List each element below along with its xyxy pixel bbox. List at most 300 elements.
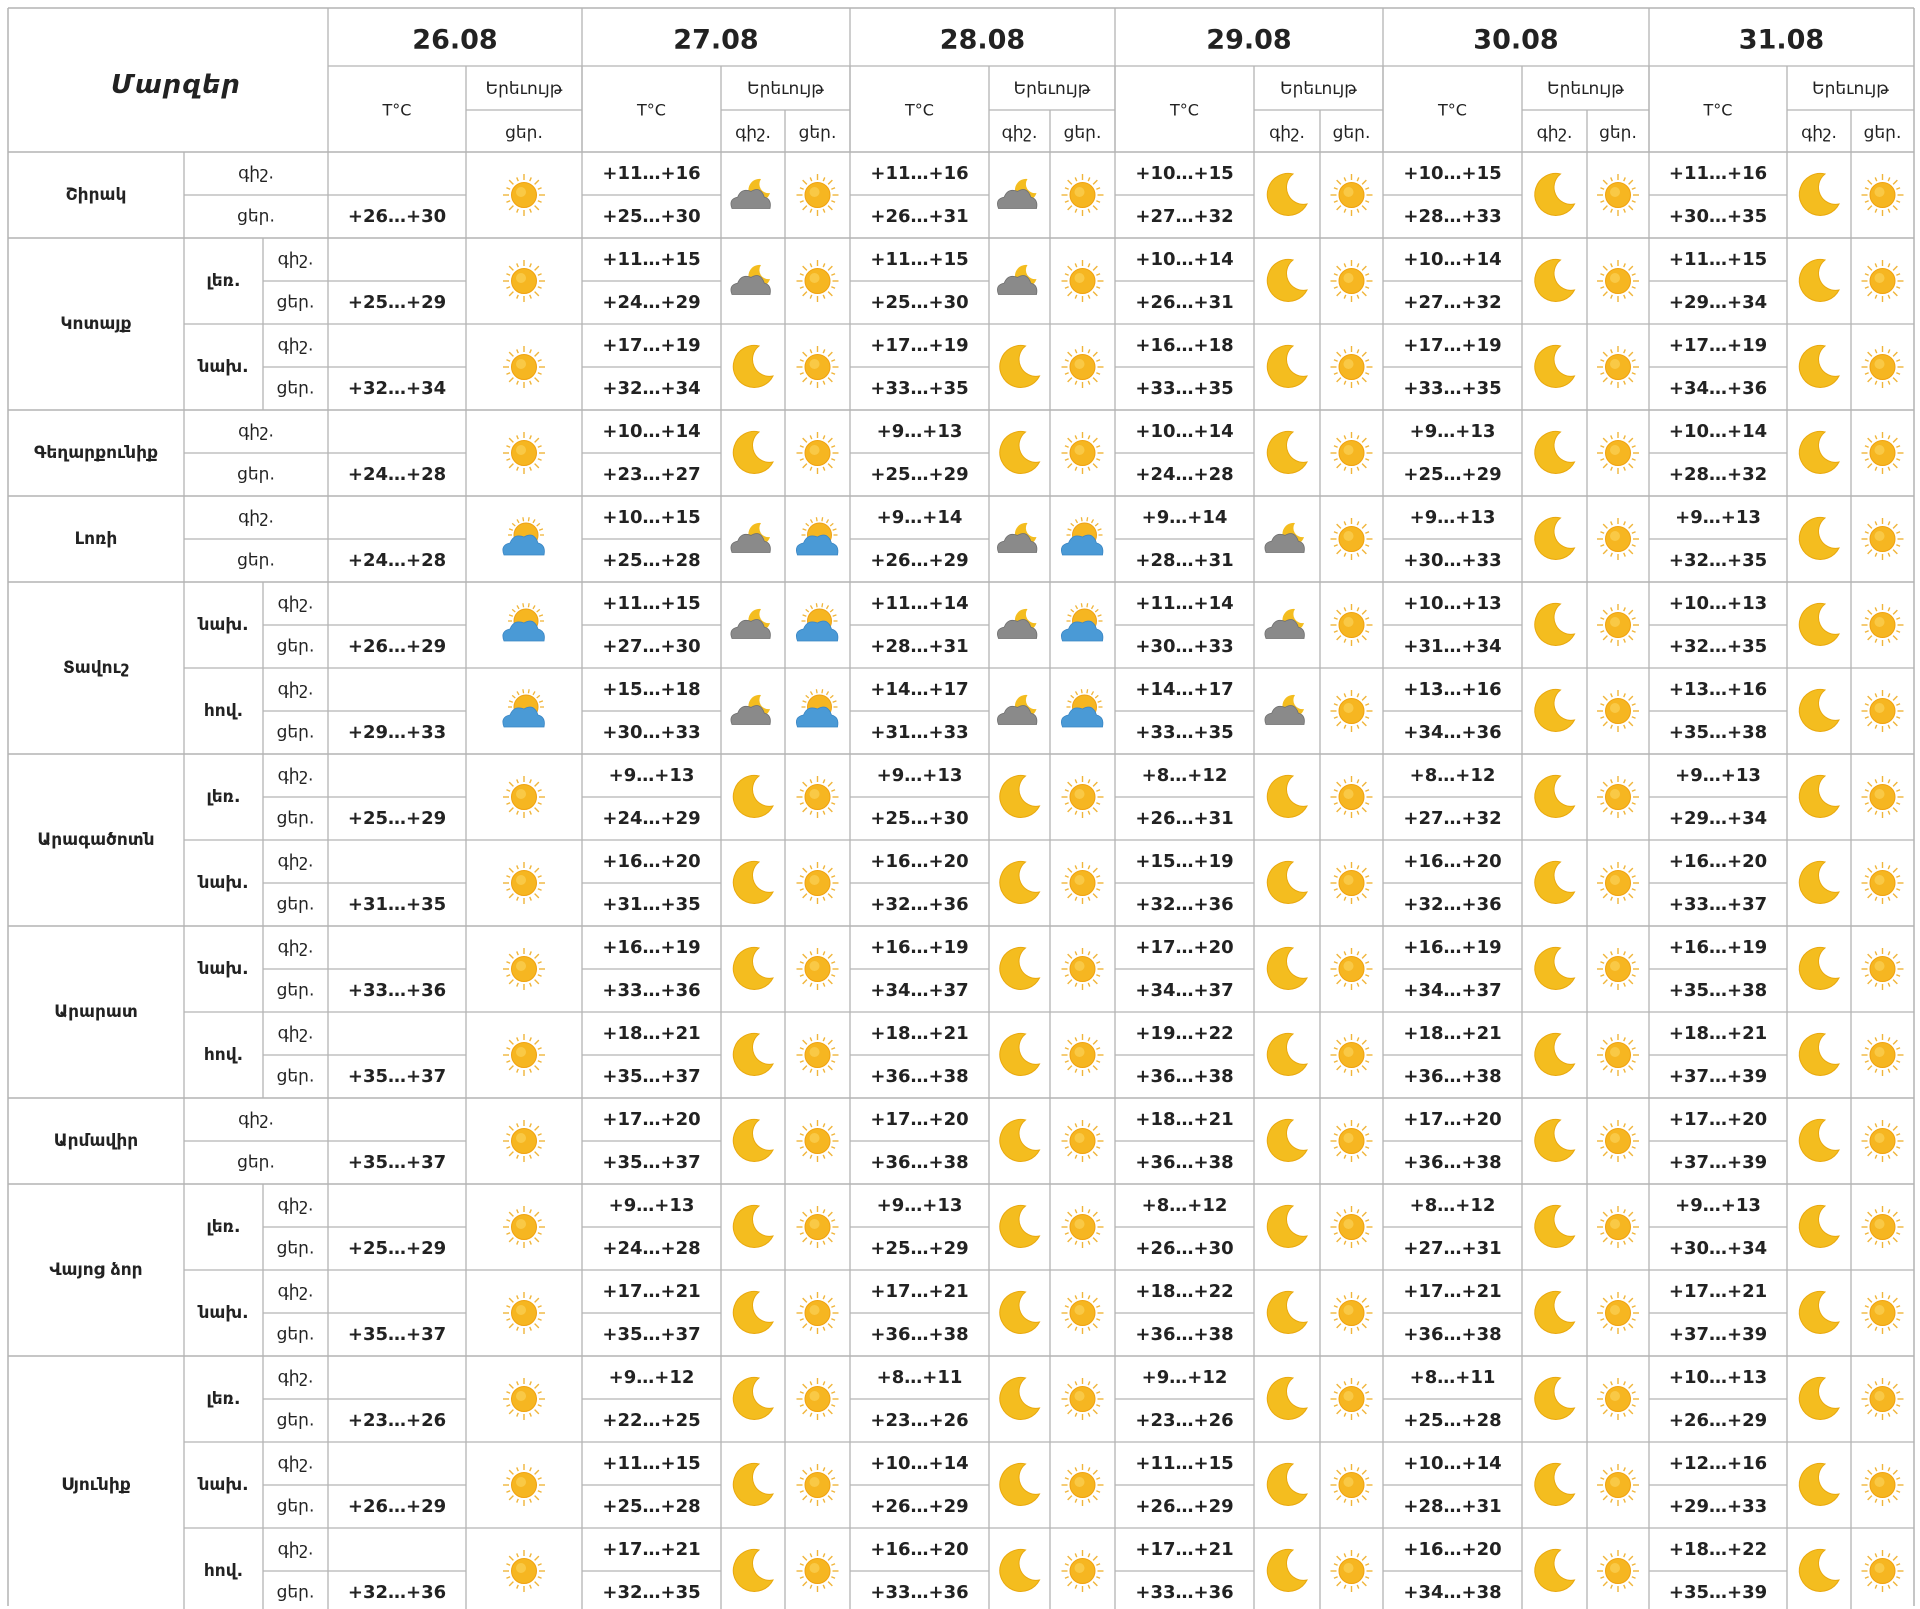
temp-day-value: +23…+27 — [602, 464, 701, 485]
sun-icon — [1597, 1550, 1639, 1592]
sun-icon — [797, 1206, 839, 1248]
temp-day-value: +26…+29 — [870, 550, 969, 571]
sun-icon — [1862, 1034, 1904, 1076]
temp-night-value: +17…+21 — [602, 1281, 701, 1302]
night-subheader: գիշ. — [1269, 123, 1305, 143]
day-subheader: ցեր. — [1599, 123, 1637, 143]
date-header: 29.08 — [1206, 24, 1292, 56]
moon-icon — [1535, 345, 1575, 387]
temp-night-value: +10…+13 — [1668, 593, 1768, 614]
temp-night-value: +17…+20 — [1668, 1109, 1768, 1130]
partly-cloudy-sun-icon — [796, 689, 838, 727]
sun-icon — [1331, 1464, 1373, 1506]
day-subheader: ցեր. — [1863, 123, 1902, 143]
phenomena-header: Երեւույթ — [485, 79, 563, 99]
sun-icon — [503, 174, 545, 216]
temp-day-value: +36…+38 — [870, 1324, 969, 1345]
sun-icon — [503, 862, 545, 904]
moon-icon — [1535, 775, 1575, 817]
sun-icon — [1597, 432, 1639, 474]
temp-day-value: +36…+38 — [1135, 1324, 1234, 1345]
sun-icon — [1062, 1120, 1104, 1162]
temp-night-value: +14…+17 — [870, 679, 969, 700]
moon-icon — [1799, 173, 1839, 215]
temp-day-value: +26…+29 — [347, 636, 447, 657]
moon-icon — [733, 1119, 773, 1161]
moon-icon — [1799, 431, 1839, 473]
subregion-label: լեռ. — [206, 1217, 241, 1237]
temp-day-value: +33…+36 — [870, 1582, 969, 1603]
temp-night-value: +17…+20 — [870, 1109, 969, 1130]
temp-day-value: +25…+29 — [347, 1238, 447, 1259]
moon-icon — [1799, 1205, 1839, 1247]
cloud-moon-icon — [1265, 695, 1304, 725]
temp-night-value: +8…+11 — [1409, 1367, 1496, 1388]
moon-icon — [1535, 1463, 1575, 1505]
temp-day-value: +26…+29 — [347, 1496, 447, 1517]
moon-icon — [1267, 1291, 1307, 1333]
sun-icon — [1331, 346, 1373, 388]
night-row-label: գիշ. — [277, 937, 314, 958]
temp-night-value: +17…+19 — [1668, 335, 1768, 356]
temp-day-value: +26…+30 — [347, 206, 447, 227]
moon-icon — [1267, 1205, 1307, 1247]
moon-icon — [1267, 947, 1307, 989]
moon-icon — [1267, 1377, 1307, 1419]
moon-icon — [1000, 1033, 1040, 1075]
temp-day-value: +28…+31 — [870, 636, 969, 657]
sun-icon — [1862, 1292, 1904, 1334]
subregion-label: նախ. — [198, 615, 249, 635]
temp-night-value: +18…+21 — [870, 1023, 969, 1044]
night-row-label: գիշ. — [277, 1367, 314, 1388]
moon-icon — [1799, 1549, 1839, 1591]
night-row-label: գիշ. — [277, 335, 314, 356]
temp-day-value: +35…+39 — [1668, 1582, 1768, 1603]
subregion-label: նախ. — [198, 959, 249, 979]
temp-night-value: +9…+12 — [1141, 1367, 1228, 1388]
subregion-label: հով. — [203, 701, 244, 721]
temp-day-value: +33…+35 — [1135, 722, 1234, 743]
temp-day-value: +32…+35 — [1668, 636, 1768, 657]
temp-day-value: +24…+28 — [1135, 464, 1234, 485]
moon-icon — [1000, 1119, 1040, 1161]
moon-icon — [1799, 775, 1839, 817]
temp-day-value: +32…+36 — [1403, 894, 1502, 915]
temp-day-value: +32…+36 — [870, 894, 969, 915]
temp-day-value: +28…+31 — [1135, 550, 1234, 571]
night-row-label: գիշ. — [238, 421, 274, 442]
temp-header: T°C — [637, 100, 666, 120]
day-row-label: ցեր. — [276, 636, 315, 657]
temp-night-value: +18…+22 — [1135, 1281, 1234, 1302]
moon-icon — [1799, 861, 1839, 903]
temp-night-value: +13…+16 — [1403, 679, 1502, 700]
temp-day-value: +36…+38 — [1403, 1152, 1502, 1173]
sun-icon — [1597, 174, 1639, 216]
moon-icon — [733, 1549, 773, 1591]
day-subheader: ցեր. — [505, 123, 543, 143]
sun-icon — [797, 776, 839, 818]
temp-day-value: +26…+31 — [870, 206, 969, 227]
sun-icon — [1062, 174, 1104, 216]
day-row-label: ցեր. — [276, 808, 315, 829]
sun-icon — [1062, 1464, 1104, 1506]
day-row-label: ցեր. — [237, 206, 275, 227]
temp-day-value: +34…+36 — [1403, 722, 1502, 743]
sun-icon — [503, 948, 545, 990]
sun-icon — [503, 776, 545, 818]
temp-day-value: +36…+38 — [1403, 1324, 1502, 1345]
sun-icon — [1597, 948, 1639, 990]
temp-night-value: +9…+14 — [1141, 507, 1228, 528]
night-row-label: գիշ. — [277, 679, 314, 700]
moon-icon — [1535, 259, 1575, 301]
moon-icon — [733, 861, 773, 903]
date-header: 27.08 — [673, 24, 759, 56]
temp-night-value: +16…+20 — [870, 1539, 969, 1560]
day-row-label: ցեր. — [276, 1324, 315, 1345]
table-cells — [34, 25, 1904, 1604]
sun-icon — [503, 1464, 545, 1506]
night-subheader: գիշ. — [735, 123, 771, 143]
temp-day-value: +30…+33 — [602, 722, 701, 743]
moon-icon — [1000, 1463, 1040, 1505]
temp-day-value: +35…+37 — [347, 1066, 447, 1087]
cloud-moon-icon — [1265, 523, 1304, 553]
moon-icon — [1000, 431, 1040, 473]
temp-day-value: +25…+28 — [602, 550, 701, 571]
temp-night-value: +8…+12 — [1409, 765, 1496, 786]
day-row-label: ցեր. — [237, 1152, 275, 1173]
regions-header: Մարզեր — [111, 70, 241, 100]
temp-day-value: +29…+34 — [1668, 292, 1768, 313]
sun-icon — [503, 1034, 545, 1076]
sun-icon — [1062, 1034, 1104, 1076]
sun-icon — [1862, 1550, 1904, 1592]
sun-icon — [1062, 1378, 1104, 1420]
partly-cloudy-sun-icon — [796, 603, 838, 641]
day-row-label: ցեր. — [276, 1582, 315, 1603]
temp-night-value: +9…+13 — [608, 1195, 695, 1216]
day-row-label: ցեր. — [276, 292, 315, 313]
sun-icon — [1597, 1464, 1639, 1506]
temp-night-value: +16…+20 — [870, 851, 969, 872]
sun-icon — [1331, 604, 1373, 646]
sun-icon — [797, 1034, 839, 1076]
sun-icon — [797, 346, 839, 388]
sun-icon — [1331, 1378, 1373, 1420]
moon-icon — [1267, 1549, 1307, 1591]
sun-icon — [797, 432, 839, 474]
sun-icon — [1862, 604, 1904, 646]
temp-night-value: +16…+19 — [1668, 937, 1768, 958]
temp-night-value: +10…+15 — [1403, 163, 1502, 184]
temp-night-value: +15…+18 — [602, 679, 701, 700]
sun-icon — [1597, 260, 1639, 302]
temp-day-value: +24…+29 — [602, 292, 701, 313]
temp-night-value: +11…+15 — [1135, 1453, 1234, 1474]
sun-icon — [797, 1550, 839, 1592]
sun-icon — [1862, 1206, 1904, 1248]
temp-day-value: +28…+31 — [1403, 1496, 1502, 1517]
day-row-label: ցեր. — [276, 1496, 315, 1517]
moon-icon — [1267, 173, 1307, 215]
temp-day-value: +26…+31 — [1135, 292, 1234, 313]
cloud-moon-icon — [997, 265, 1036, 295]
sun-icon — [1331, 260, 1373, 302]
subregion-label: լեռ. — [206, 1389, 241, 1409]
night-subheader: գիշ. — [1536, 123, 1573, 143]
temp-day-value: +32…+34 — [602, 378, 701, 399]
day-subheader: ցեր. — [798, 123, 837, 143]
temp-night-value: +11…+15 — [602, 1453, 701, 1474]
sun-icon — [1331, 1034, 1373, 1076]
sun-icon — [1331, 518, 1373, 560]
moon-icon — [733, 775, 773, 817]
sun-icon — [1862, 776, 1904, 818]
subregion-label: հով. — [203, 1561, 244, 1581]
night-row-label: գիշ. — [277, 851, 314, 872]
temp-night-value: +16…+20 — [1668, 851, 1768, 872]
night-row-label: գիշ. — [277, 765, 314, 786]
moon-icon — [1000, 1377, 1040, 1419]
moon-icon — [1799, 259, 1839, 301]
sun-icon — [1062, 948, 1104, 990]
temp-night-value: +17…+21 — [1403, 1281, 1502, 1302]
temp-day-value: +25…+29 — [1403, 464, 1502, 485]
temp-night-value: +17…+20 — [1135, 937, 1234, 958]
temp-day-value: +27…+32 — [1403, 292, 1502, 313]
moon-icon — [1535, 1033, 1575, 1075]
temp-night-value: +18…+21 — [602, 1023, 701, 1044]
temp-night-value: +17…+21 — [1135, 1539, 1234, 1560]
temp-day-value: +35…+37 — [347, 1324, 447, 1345]
temp-night-value: +9…+13 — [1675, 507, 1761, 528]
temp-night-value: +18…+21 — [1135, 1109, 1234, 1130]
temp-night-value: +16…+20 — [1403, 851, 1502, 872]
sun-icon — [1062, 862, 1104, 904]
sun-icon — [1597, 518, 1639, 560]
sun-icon — [1331, 432, 1373, 474]
temp-night-value: +9…+14 — [876, 507, 963, 528]
date-header: 28.08 — [939, 24, 1026, 56]
cloud-moon-icon — [731, 609, 770, 639]
cloud-moon-icon — [731, 179, 770, 209]
day-row-label: ցեր. — [237, 550, 275, 571]
date-header: 30.08 — [1473, 24, 1559, 56]
moon-icon — [733, 1377, 773, 1419]
temp-day-value: +36…+38 — [870, 1066, 969, 1087]
temp-night-value: +10…+15 — [602, 507, 701, 528]
temp-night-value: +11…+16 — [870, 163, 969, 184]
temp-night-value: +9…+13 — [1409, 507, 1496, 528]
temp-night-value: +16…+20 — [1403, 1539, 1502, 1560]
cloud-moon-icon — [731, 695, 770, 725]
temp-day-value: +34…+38 — [1403, 1582, 1502, 1603]
moon-icon — [1535, 517, 1575, 559]
moon-icon — [1799, 1033, 1839, 1075]
moon-icon — [1267, 1033, 1307, 1075]
temp-day-value: +25…+29 — [347, 808, 447, 829]
sun-icon — [1862, 346, 1904, 388]
temp-day-value: +24…+29 — [602, 808, 701, 829]
temp-day-value: +34…+36 — [1668, 378, 1768, 399]
temp-night-value: +10…+14 — [1135, 421, 1234, 442]
region-name: Արարատ — [54, 1002, 138, 1022]
day-row-label: ցեր. — [276, 1066, 315, 1087]
sun-icon — [1062, 1206, 1104, 1248]
temp-day-value: +27…+30 — [602, 636, 701, 657]
temp-header: T°C — [905, 100, 934, 120]
temp-night-value: +9…+12 — [608, 1367, 695, 1388]
moon-icon — [1267, 345, 1307, 387]
temp-day-value: +37…+39 — [1668, 1324, 1768, 1345]
moon-icon — [1799, 1377, 1839, 1419]
cloud-moon-icon — [1265, 609, 1304, 639]
sun-icon — [1597, 346, 1639, 388]
sun-icon — [1331, 1292, 1373, 1334]
sun-icon — [1331, 776, 1373, 818]
temp-night-value: +8…+12 — [1141, 765, 1228, 786]
temp-day-value: +22…+25 — [602, 1410, 701, 1431]
temp-night-value: +17…+21 — [870, 1281, 969, 1302]
moon-icon — [1799, 1119, 1839, 1161]
moon-icon — [1535, 431, 1575, 473]
temp-night-value: +16…+19 — [1403, 937, 1502, 958]
sun-icon — [797, 1292, 839, 1334]
temp-night-value: +17…+21 — [1668, 1281, 1768, 1302]
night-row-label: գիշ. — [277, 1453, 314, 1474]
temp-day-value: +31…+35 — [347, 894, 447, 915]
temp-day-value: +36…+38 — [870, 1152, 969, 1173]
temp-day-value: +35…+37 — [602, 1152, 701, 1173]
temp-day-value: +37…+39 — [1668, 1066, 1768, 1087]
sun-icon — [503, 1378, 545, 1420]
moon-icon — [1535, 1119, 1575, 1161]
temp-day-value: +35…+37 — [347, 1152, 447, 1173]
moon-icon — [733, 431, 773, 473]
temp-day-value: +31…+35 — [602, 894, 701, 915]
moon-icon — [733, 1205, 773, 1247]
temp-night-value: +10…+14 — [1668, 421, 1768, 442]
temp-day-value: +36…+38 — [1403, 1066, 1502, 1087]
partly-cloudy-sun-icon — [1061, 517, 1103, 555]
temp-day-value: +33…+36 — [602, 980, 701, 1001]
temp-header: T°C — [1703, 100, 1733, 120]
moon-icon — [1267, 861, 1307, 903]
moon-icon — [1267, 431, 1307, 473]
temp-day-value: +25…+28 — [1403, 1410, 1502, 1431]
date-header: 31.08 — [1738, 24, 1825, 56]
temp-day-value: +26…+30 — [1135, 1238, 1234, 1259]
temp-day-value: +33…+37 — [1668, 894, 1768, 915]
temp-day-value: +33…+36 — [1135, 1582, 1234, 1603]
day-row-label: ցեր. — [276, 1410, 315, 1431]
moon-icon — [1000, 345, 1040, 387]
temp-day-value: +24…+28 — [347, 464, 447, 485]
moon-icon — [733, 1463, 773, 1505]
temp-day-value: +24…+28 — [347, 550, 447, 571]
temp-night-value: +9…+13 — [876, 765, 963, 786]
moon-icon — [1535, 689, 1575, 731]
temp-night-value: +13…+16 — [1668, 679, 1768, 700]
temp-day-value: +36…+38 — [1135, 1152, 1234, 1173]
temp-day-value: +23…+26 — [1135, 1410, 1234, 1431]
moon-icon — [1267, 1119, 1307, 1161]
moon-icon — [1267, 1463, 1307, 1505]
temp-day-value: +32…+35 — [602, 1582, 701, 1603]
subregion-label: նախ. — [198, 1303, 249, 1323]
temp-day-value: +24…+28 — [602, 1238, 701, 1259]
sun-icon — [1597, 776, 1639, 818]
temp-header: T°C — [1438, 100, 1467, 120]
sun-icon — [1331, 1206, 1373, 1248]
temp-night-value: +11…+15 — [602, 593, 701, 614]
subregion-label: լեռ. — [206, 787, 241, 807]
moon-icon — [1000, 1205, 1040, 1247]
temp-day-value: +35…+38 — [1668, 722, 1768, 743]
temp-day-value: +25…+29 — [870, 1238, 969, 1259]
region-name: Վայոց ձոր — [49, 1260, 143, 1280]
moon-icon — [1535, 947, 1575, 989]
temp-night-value: +10…+13 — [1668, 1367, 1768, 1388]
phenomena-header: Երեւույթ — [1013, 79, 1091, 99]
temp-night-value: +11…+15 — [870, 249, 969, 270]
night-row-label: գիշ. — [238, 507, 274, 528]
moon-icon — [733, 947, 773, 989]
sun-icon — [503, 1206, 545, 1248]
temp-night-value: +8…+11 — [876, 1367, 963, 1388]
partly-cloudy-sun-icon — [796, 517, 838, 555]
cloud-moon-icon — [731, 265, 770, 295]
temp-header: T°C — [382, 100, 412, 120]
moon-icon — [1799, 1463, 1839, 1505]
temp-day-value: +32…+34 — [347, 378, 447, 399]
region-name: Կոտայք — [60, 314, 132, 334]
night-row-label: գիշ. — [277, 593, 314, 614]
phenomena-header: Երեւույթ — [1280, 79, 1357, 99]
moon-icon — [1000, 1549, 1040, 1591]
temp-day-value: +33…+35 — [1135, 378, 1234, 399]
temp-night-value: +11…+16 — [602, 163, 701, 184]
temp-night-value: +10…+14 — [1403, 1453, 1502, 1474]
sun-icon — [1062, 776, 1104, 818]
phenomena-header: Երեւույթ — [747, 79, 824, 99]
temp-day-value: +25…+30 — [602, 206, 701, 227]
temp-day-value: +29…+34 — [1668, 808, 1768, 829]
temp-day-value: +27…+31 — [1403, 1238, 1502, 1259]
temp-night-value: +16…+19 — [870, 937, 969, 958]
sun-icon — [1331, 862, 1373, 904]
sun-icon — [797, 862, 839, 904]
night-row-label: գիշ. — [238, 163, 274, 184]
cloud-moon-icon — [997, 179, 1036, 209]
sun-icon — [1331, 690, 1373, 732]
night-subheader: գիշ. — [1001, 123, 1038, 143]
partly-cloudy-sun-icon — [1061, 603, 1103, 641]
sun-icon — [1597, 1206, 1639, 1248]
subregion-label: նախ. — [198, 357, 249, 377]
sun-icon — [1862, 1378, 1904, 1420]
temp-day-value: +34…+37 — [870, 980, 969, 1001]
sun-icon — [503, 1550, 545, 1592]
temp-night-value: +10…+14 — [870, 1453, 969, 1474]
day-row-label: ցեր. — [276, 894, 315, 915]
day-row-label: ցեր. — [276, 1238, 315, 1259]
temp-night-value: +18…+22 — [1668, 1539, 1768, 1560]
temp-day-value: +23…+26 — [870, 1410, 969, 1431]
